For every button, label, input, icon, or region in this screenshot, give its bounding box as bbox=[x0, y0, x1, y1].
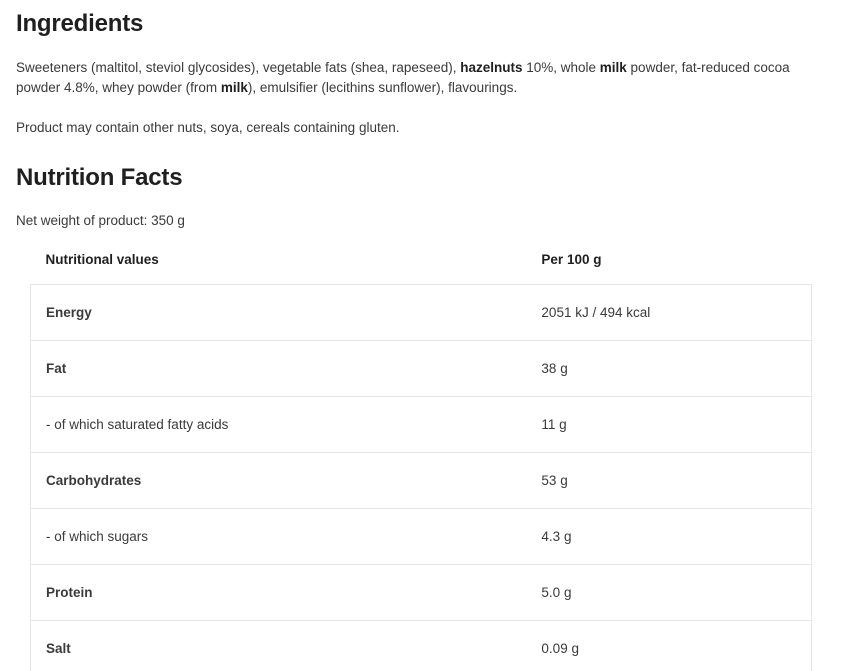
nutrition-table bbox=[30, 252, 812, 671]
nutrition-table-container bbox=[16, 252, 830, 671]
column-header-nutritional-values: Nutritional values bbox=[45, 252, 159, 267]
nutrient-value: 5.0 g bbox=[526, 565, 811, 621]
ingredients-allergen-hazelnuts: hazelnuts bbox=[460, 60, 523, 75]
nutrition-table-head bbox=[31, 252, 812, 285]
ingredients-allergen-milk-2: milk bbox=[220, 80, 248, 95]
table-row bbox=[31, 453, 812, 509]
net-weight-text: Net weight of product: 350 g bbox=[16, 213, 185, 228]
ingredients-allergen-milk-1: milk bbox=[599, 60, 627, 75]
ingredients-text-part-2: 10%, whole bbox=[522, 60, 600, 75]
table-row bbox=[31, 509, 812, 565]
nutrient-value: 38 g bbox=[526, 341, 811, 397]
nutrient-name: - of which saturated fatty acids bbox=[31, 397, 527, 453]
ingredients-text bbox=[16, 58, 828, 98]
table-row bbox=[31, 341, 812, 397]
nutrient-value: 11 g bbox=[526, 397, 811, 453]
nutrient-name: - of which sugars bbox=[31, 509, 527, 565]
nutrient-name: Carbohydrates bbox=[31, 453, 527, 509]
table-row bbox=[31, 285, 812, 341]
table-row bbox=[31, 397, 812, 453]
ingredients-text-part-1: Sweeteners (maltitol, steviol glycosides), vegetable fats (shea, rapeseed), bbox=[16, 60, 461, 75]
nutrient-value: 53 g bbox=[526, 453, 811, 509]
table-row bbox=[31, 565, 812, 621]
column-header-per-100g: Per 100 g bbox=[541, 252, 602, 267]
nutrient-value: 2051 kJ / 494 kcal bbox=[526, 285, 811, 341]
ingredients-text-part-4: ), emulsifier (lecithins sunflower), flavourings. bbox=[247, 80, 518, 95]
nutrient-name: Salt bbox=[31, 621, 527, 671]
table-header-row bbox=[31, 252, 812, 285]
table-row bbox=[31, 621, 812, 671]
ingredients-text-part-3: powder, fat-reduced cocoa powder 4.8%, whey powder (from bbox=[16, 60, 790, 95]
nutrient-name: Protein bbox=[31, 565, 527, 621]
nutrient-name: Energy bbox=[31, 285, 527, 341]
nutrient-value: 0.09 g bbox=[526, 621, 811, 671]
nutrition-facts-heading: Nutrition Facts bbox=[16, 164, 183, 191]
allergen-note: Product may contain other nuts, soya, cereals containing gluten. bbox=[16, 120, 400, 135]
nutrient-value: 4.3 g bbox=[526, 509, 811, 565]
nutrition-table-body bbox=[31, 285, 812, 671]
nutrient-name: Fat bbox=[31, 341, 527, 397]
ingredients-heading: Ingredients bbox=[16, 10, 144, 37]
